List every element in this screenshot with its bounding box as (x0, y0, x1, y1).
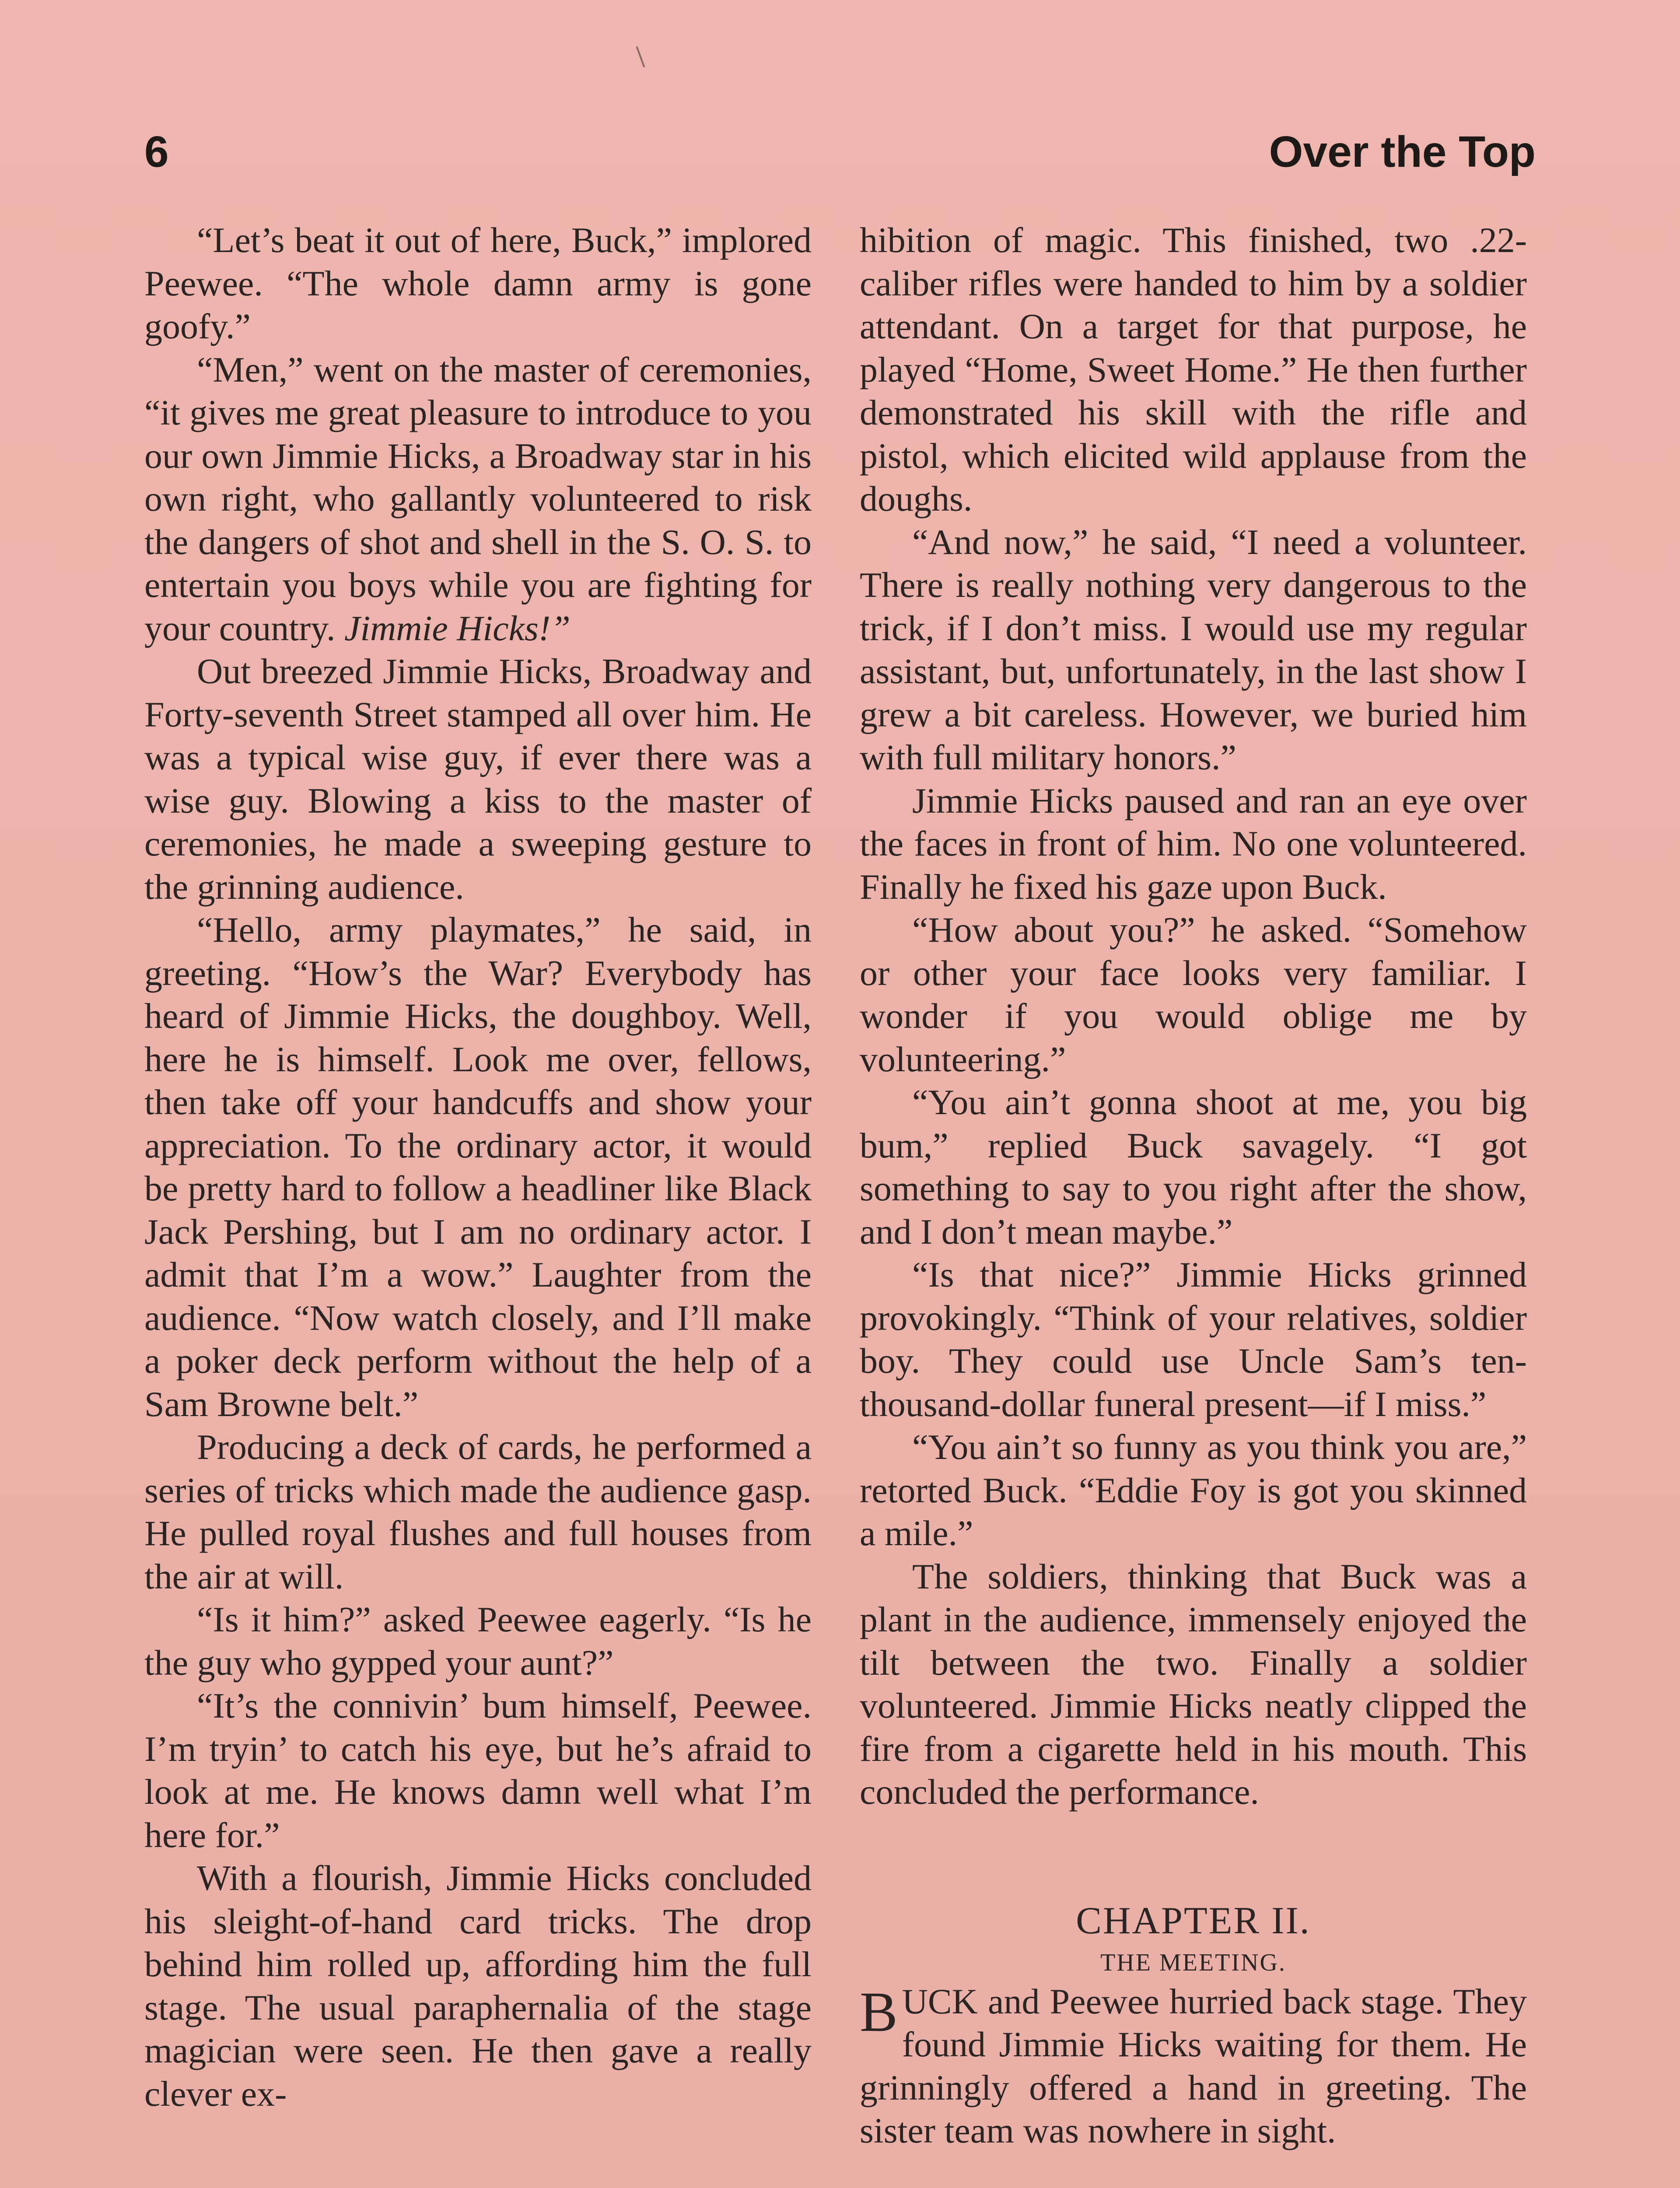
paragraph: “Hello, army playmates,” he said, in greeting. “How’s the War? Everybody has heard of Jimmie Hicks, the doughboy. Well, here he is himself. Look me over, fellows, then take off your handcuffs and show your appreciation. To the ordinary actor, it would be pretty hard to follow a headliner like Black Jack Pershing, but I am no ordinary actor. I admit that I’m a wow.” Laughter from the audience. “Now watch closely, and I’ll make a poker deck perform without the help of a Sam Browne belt.” (144, 910, 812, 1424)
page-header (144, 127, 1536, 193)
paragraph: “And now,” he said, “I need a volunteer. There is really nothing very dangerous to the trick, if I don’t miss. I would use my regular assistant, but, unfortunately, in the last show I grew a bit careless. However, we buried him with full military honors.” (860, 522, 1527, 777)
paragraph: “Is that nice?” Jimmie Hicks grinned provokingly. “Think of your relatives, soldier boy. They could use Uncle Sam’s ten-thousand-dollar funeral present—if I miss.” (860, 1255, 1527, 1424)
chapter-subtitle: THE MEETING. (1100, 1949, 1286, 1976)
italic-name: Jimmie Hicks!” (344, 608, 570, 648)
paragraph (144, 348, 812, 650)
paragraph: “It’s the connivin’ bum himself, Peewee. I’m tryin’ to catch his eye, but he’s afraid to look at me. He knows damn well what I’m here for.” (144, 1686, 812, 1855)
paragraph: Jimmie Hicks paused and ran an eye over the faces in front of him. No one volunteered. Finally he fixed his gaze upon Buck. (860, 780, 1527, 907)
chapter-opening-text: UCK and Peewee hurried back stage. They found Jimmie Hicks waiting for them. He grinningly offered a hand in greeting. The sister team was nowhere in sight. (860, 1981, 1527, 2150)
paragraph: Producing a deck of cards, he performed a series of tricks which made the audience gasp. He pulled royal flushes and full houses from the air at will. (144, 1427, 812, 1596)
drop-cap: B (860, 1980, 898, 2044)
paragraph: With a flourish, Jimmie Hicks concluded his sleight-of-hand card tricks. The drop behind him rolled up, affording him the full stage. The usual paraphernalia of the stage magician were seen. He then gave a really clever ex- (144, 1858, 812, 2114)
paragraph: Out breezed Jimmie Hicks, Broadway and Forty-seventh Street stamped all over him. He was a typical wise guy, if ever there was a wise guy. Blowing a kiss to the master of ceremonies, he made a sweeping gesture to the grinning audience. (144, 651, 812, 907)
paragraph: “You ain’t gonna shoot at me, you big bum,” replied Buck savagely. “I got something to say to you right after the show, and I don’t mean maybe.” (860, 1082, 1527, 1252)
paragraph: “Is it him?” asked Peewee eagerly. “Is he the guy who gypped your aunt?” (144, 1599, 812, 1683)
paragraph: The soldiers, thinking that Buck was a plant in the audience, immensely enjoyed the tilt between the two. Finally a soldier volunteered. Jimmie Hicks neatly clipped the fire from a cigarette held in his mouth. This concluded the performance. (860, 1556, 1527, 1812)
paragraph: “How about you?” he asked. “Somehow or other your face looks very familiar. I wonder if you would oblige me by volunteering.” (860, 910, 1527, 1079)
paragraph: “You ain’t so funny as you think you are,” retorted Buck. “Eddie Foy is got you skinned a mile.” (860, 1427, 1527, 1553)
paragraph: “Let’s beat it out of here, Buck,” implored Peewee. “The whole damn army is gone goofy.” (144, 220, 812, 346)
chapter-title: CHAPTER II. (1076, 1899, 1311, 1942)
right-column (860, 219, 1527, 2153)
left-column (144, 219, 812, 2115)
paragraph-text: “Men,” went on the master of ceremonies, “it gives me great pleasure to introduce to you our own Jimmie Hicks, a Broadway star in his own right, who gallantly volunteered to risk the dangers of shot and shell in the S. O. S. to entertain you boys while you are fighting for your country. (144, 349, 812, 648)
paragraph: hibition of magic. This finished, two .22-caliber rifles were handed to him by a soldier attendant. On a target for that purpose, he played “Home, Sweet Home.” He then further demonstrated his skill with the rifle and pistol, which elicited wild applause from the doughs. (860, 220, 1527, 519)
running-title: Over the Top (1269, 127, 1536, 176)
print-mark (636, 46, 645, 67)
chapter-opening (860, 1980, 1527, 2153)
page-number: 6 (144, 127, 169, 176)
